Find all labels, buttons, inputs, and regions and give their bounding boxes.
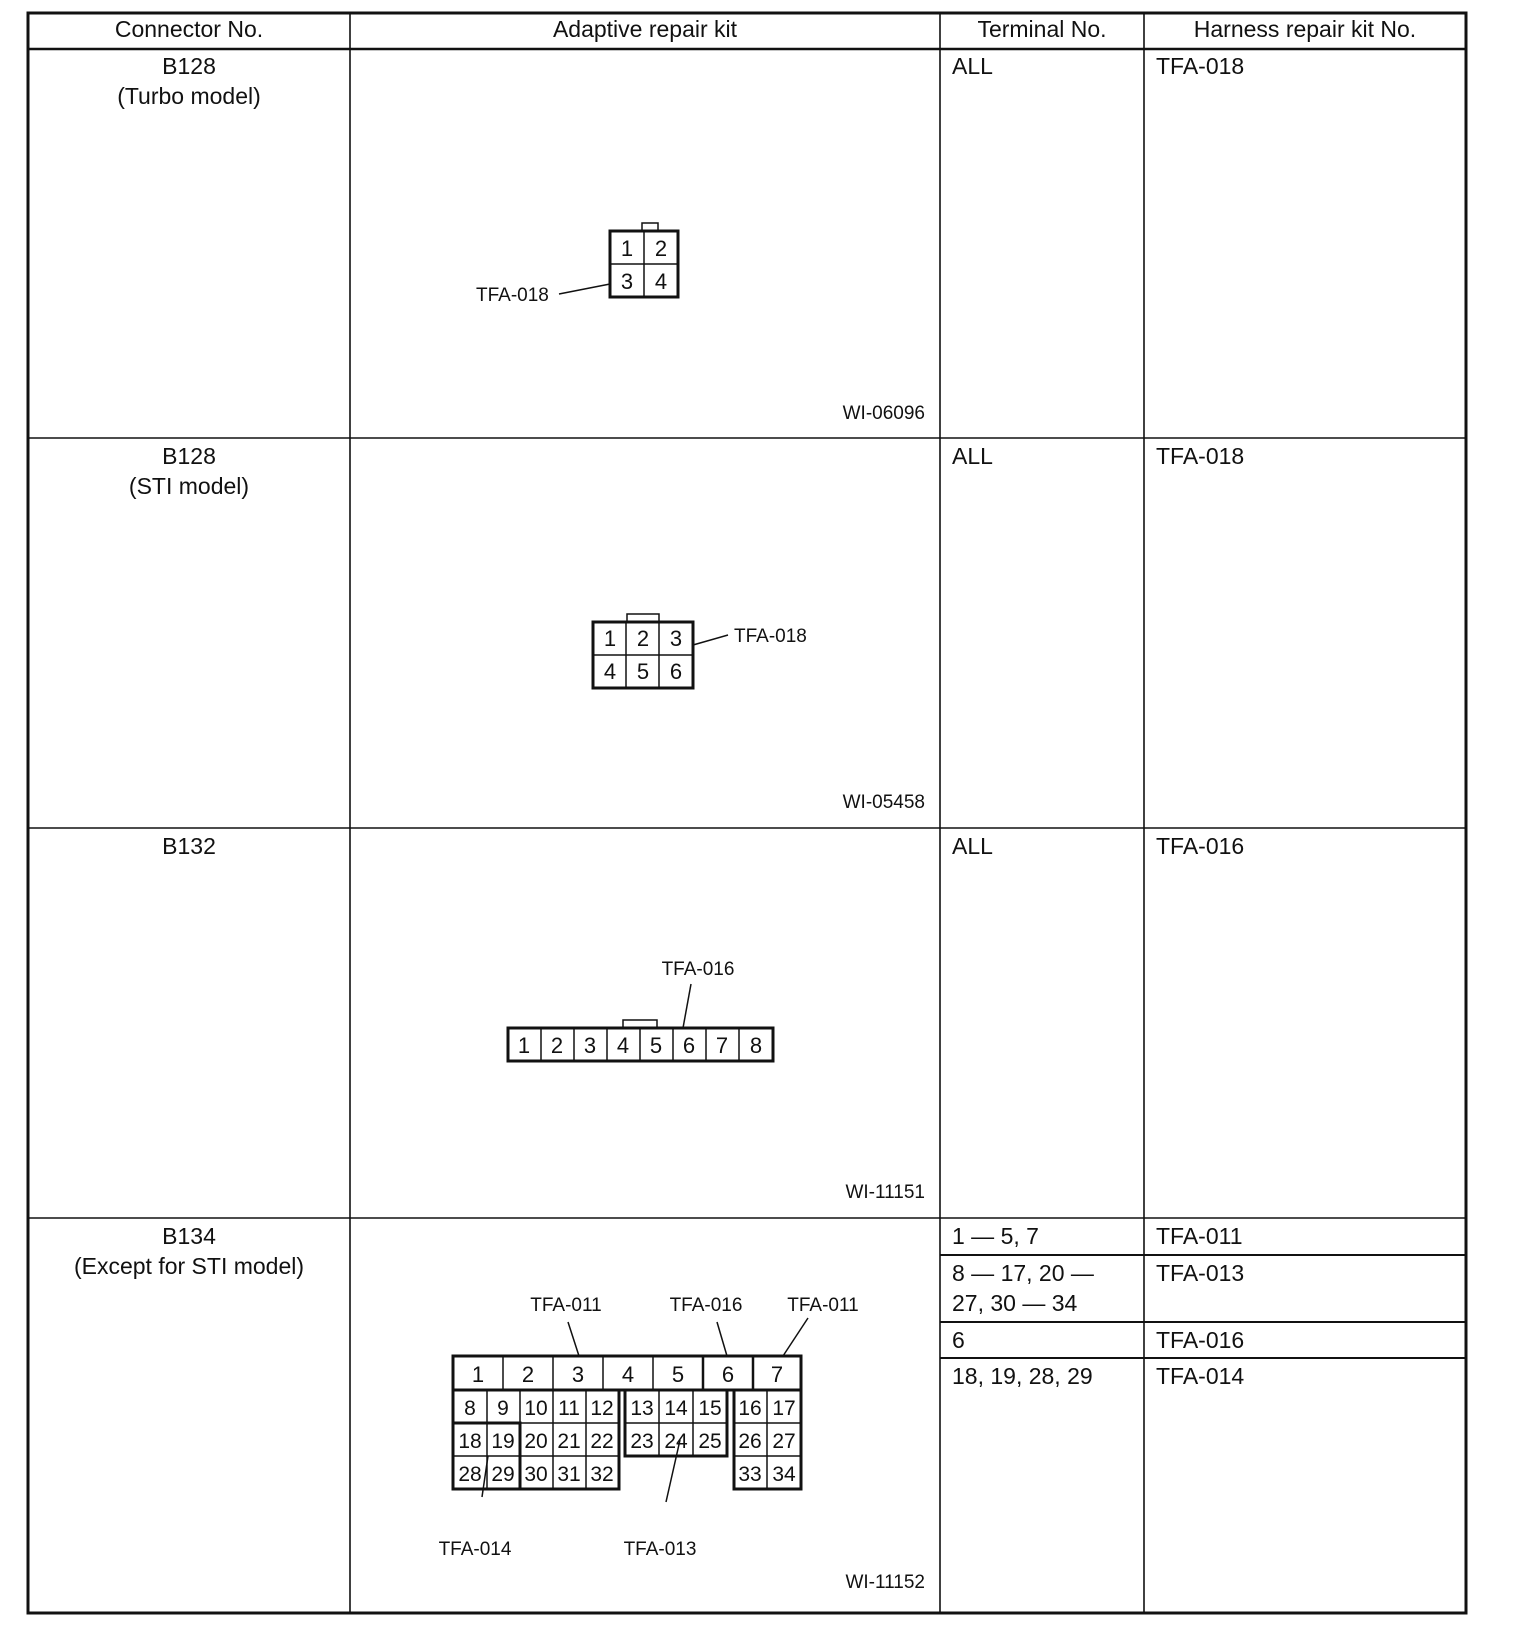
- callout-label: TFA-016: [661, 959, 735, 980]
- pin-label: 10: [524, 1397, 548, 1420]
- pin-label: 3: [583, 1033, 597, 1058]
- pin-label: 28: [458, 1463, 482, 1486]
- pin-label: 8: [749, 1033, 763, 1058]
- terminal-line: 8 — 17, 20 —: [952, 1260, 1094, 1286]
- harness-kit-no: TFA-016: [1156, 833, 1245, 859]
- pin-label: 6: [721, 1362, 735, 1387]
- harness-kit-no: TFA-018: [1156, 443, 1245, 469]
- harness-kit-no: TFA-011: [1156, 1223, 1243, 1249]
- harness-kit-no: TFA-016: [1156, 1327, 1245, 1353]
- figure-id: WI-11151: [845, 1182, 925, 1203]
- callout-label: TFA-016: [669, 1295, 743, 1316]
- figure-id: WI-11152: [845, 1572, 925, 1593]
- pin-label: 13: [630, 1397, 654, 1420]
- pin-label: 4: [603, 659, 617, 684]
- callout-leader: [717, 1322, 727, 1356]
- pin-label: 15: [698, 1397, 722, 1420]
- callout-leader: [568, 1322, 579, 1356]
- harness-kit-no: TFA-018: [1156, 53, 1245, 79]
- pin-label: 5: [636, 659, 650, 684]
- pin-label: 29: [491, 1463, 515, 1486]
- connector-model: (STI model): [128, 473, 250, 499]
- pin-label: 32: [590, 1463, 614, 1486]
- pin-label: 2: [636, 626, 650, 651]
- pin-label: 3: [669, 626, 683, 651]
- terminal-no: ALL: [952, 833, 993, 859]
- pin-label: 1: [603, 626, 617, 651]
- pin-label: 4: [621, 1362, 635, 1387]
- callout-label: TFA-011: [530, 1295, 602, 1316]
- pin-label: 19: [491, 1430, 515, 1453]
- pin-label: 5: [671, 1362, 685, 1387]
- pin-label: 21: [557, 1430, 581, 1453]
- pin-label: 2: [550, 1033, 564, 1058]
- callout-label: TFA-018: [734, 626, 807, 647]
- pin-label: 5: [649, 1033, 663, 1058]
- pin-label: 4: [616, 1033, 630, 1058]
- harness-kit-no: TFA-013: [1156, 1260, 1245, 1286]
- pin-label: 6: [682, 1033, 696, 1058]
- pin-label: 18: [458, 1430, 482, 1453]
- pin-label: 3: [620, 269, 634, 294]
- pin-label: 4: [654, 269, 668, 294]
- pin-label: 31: [557, 1463, 581, 1486]
- pin-label: 1: [517, 1033, 531, 1058]
- figure-id: WI-06096: [842, 403, 925, 424]
- connector-number: B128: [162, 443, 216, 469]
- connector-model: (Except for STI model): [73, 1253, 305, 1279]
- callout-leader: [783, 1318, 808, 1356]
- header-harness-repair-kit-no: Harness repair kit No.: [1193, 16, 1417, 42]
- connector-number: B134: [162, 1223, 216, 1249]
- pin-label: 23: [630, 1430, 654, 1453]
- pin-label: 3: [571, 1362, 585, 1387]
- terminal-no: ALL: [952, 443, 993, 469]
- harness-kit-no: TFA-014: [1156, 1363, 1245, 1389]
- callout-label: TFA-014: [438, 1539, 512, 1560]
- pin-label: 6: [669, 659, 683, 684]
- callout-label: TFA-018: [476, 285, 549, 306]
- pin-label: 12: [590, 1397, 614, 1420]
- pin-label: 11: [558, 1397, 580, 1420]
- terminal-no: 1 — 5, 7: [952, 1223, 1039, 1249]
- terminal-no: 6: [952, 1327, 965, 1353]
- pin-label: 7: [715, 1033, 729, 1058]
- pin-label: 14: [664, 1397, 688, 1420]
- pin-label: 30: [524, 1463, 548, 1486]
- pin-label: 17: [772, 1397, 796, 1420]
- pin-label: 20: [524, 1430, 548, 1453]
- terminal-line: 27, 30 — 34: [952, 1290, 1078, 1316]
- pin-label: 34: [772, 1463, 796, 1486]
- figure-id: WI-05458: [842, 792, 925, 813]
- connector-number: B128: [162, 53, 216, 79]
- header-connector-no: Connector No.: [114, 16, 264, 42]
- connector-number: B132: [162, 833, 216, 859]
- header-terminal-no: Terminal No.: [977, 16, 1107, 42]
- pin-label: 22: [590, 1430, 614, 1453]
- callout-label: TFA-011: [787, 1295, 859, 1316]
- terminal-no: 18, 19, 28, 29: [952, 1363, 1093, 1389]
- pin-label: 25: [698, 1430, 722, 1453]
- pin-label: 24: [664, 1430, 688, 1453]
- pin-label: 27: [772, 1430, 796, 1453]
- callout-label: TFA-013: [623, 1539, 697, 1560]
- pin-label: 2: [654, 236, 668, 261]
- terminal-no: ALL: [952, 53, 993, 79]
- pin-label: 7: [770, 1362, 784, 1387]
- pin-label: 9: [497, 1397, 509, 1420]
- header-adaptive-repair-kit: Adaptive repair kit: [552, 16, 738, 42]
- pin-label: 33: [738, 1463, 762, 1486]
- pin-label: 16: [738, 1397, 762, 1420]
- connector-model: (Turbo model): [117, 83, 261, 109]
- pin-label: 1: [471, 1362, 485, 1387]
- pin-label: 8: [464, 1397, 476, 1420]
- pin-label: 1: [620, 236, 634, 261]
- pin-label: 26: [738, 1430, 762, 1453]
- pin-label: 2: [521, 1362, 535, 1387]
